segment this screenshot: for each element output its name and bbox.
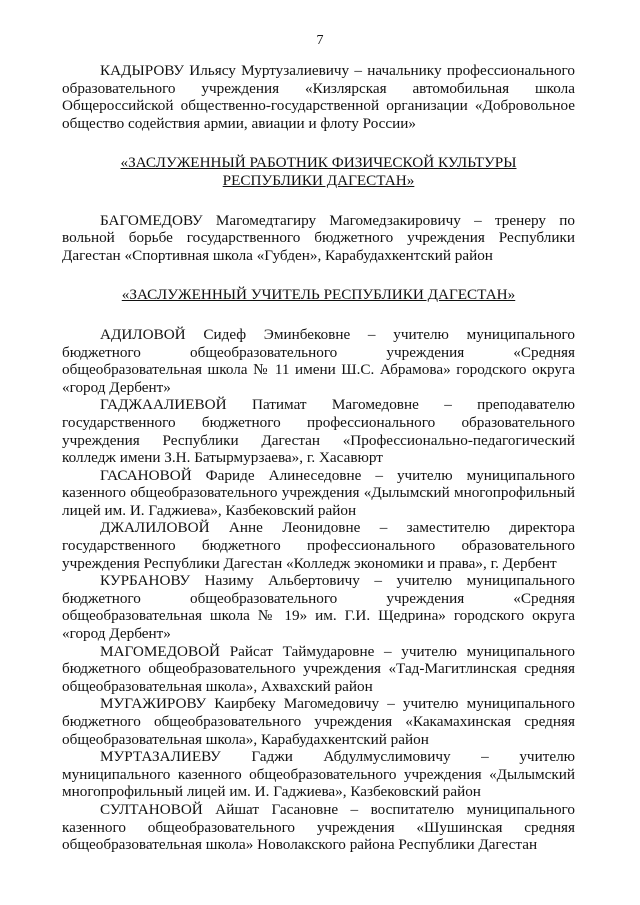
page-number: 7	[316, 33, 324, 48]
section-heading-line: РЕСПУБЛИКИ ДАГЕСТАН»	[222, 171, 415, 189]
award-entry: ГАДЖААЛИЕВОЙ Патимат Магомедовне – преподавателю государственного бюджетного профессионального образовательного учреждения Республики Дагестан «Профессионально-педагогический колледж имени З.Н. Батырмурзаева», г. Хасавюрт	[62, 396, 575, 467]
section-heading	[62, 154, 575, 189]
award-entry: КУРБАНОВУ Назиму Альбертовичу – учителю муниципального бюджетного общеобразовательного учреждения «Средняя общеобразовательная школа № 19» им. Г.И. Щедрина» городского округа «город Дербент»	[62, 572, 575, 643]
document-body	[62, 62, 575, 854]
section-heading	[62, 286, 575, 304]
award-entry: ГАСАНОВОЙ Фариде Алинеседовне – учителю муниципального казенного общеобразовательного учреждения «Дылымский многопрофильный лицей им. И. Гаджиева», Казбековский район	[62, 466, 575, 519]
section-heading-line: «ЗАСЛУЖЕННЫЙ РАБОТНИК ФИЗИЧЕСКОЙ КУЛЬТУРЫ	[120, 154, 517, 172]
award-entry: МУРТАЗАЛИЕВУ Гаджи Абдулмуслимовичу – учителю муниципального казенного общеобразовательного учреждения «Дылымский многопрофильный лицей им. И. Гаджиева», Казбековский район	[62, 748, 575, 801]
award-entry: КАДЫРОВУ Ильясу Муртузалиевичу – начальнику профессионального образовательного учреждения «Кизлярская автомобильная школа Общероссийской общественно-государственной организации «Добровольное общество содействия армии, авиации и флоту России»	[62, 62, 575, 132]
award-entry: ДЖАЛИЛОВОЙ Анне Леонидовне – заместителю директора государственного бюджетного профессионального образовательного учреждения Республики Дагестан «Колледж экономики и права», г. Дербент	[62, 519, 575, 572]
award-entry: СУЛТАНОВОЙ Айшат Гасановне – воспитателю муниципального казенного общеобразовательного учреждения «Шушинская средняя общеобразовательная школа» Новолакского района Республики Дагестан	[62, 800, 575, 854]
award-entry: БАГОМЕДОВУ Магомедтагиру Магомедзакировичу – тренеру по вольной борьбе государственного бюджетного учреждения Республики Дагестан «Спортивная школа «Губден», Карабудахкентский район	[62, 211, 575, 264]
award-entry: АДИЛОВОЙ Сидеф Эминбековне – учителю муниципального бюджетного общеобразовательного учреждения «Средняя общеобразовательная школа № 11 имени Ш.С. Абрамова» городского округа «город Дербент»	[62, 325, 575, 396]
award-entry: МАГОМЕДОВОЙ Райсат Таймударовне – учителю муниципального бюджетного общеобразовательного учреждения «Тад-Магитлинская средняя общеобразовательная школа», Ахвахский район	[62, 642, 575, 695]
section-heading-line: «ЗАСЛУЖЕННЫЙ УЧИТЕЛЬ РЕСПУБЛИКИ ДАГЕСТАН»	[121, 286, 516, 304]
award-entry: МУГАЖИРОВУ Каирбеку Магомедовичу – учителю муниципального бюджетного общеобразовательного учреждения «Какамахинская средняя общеобразовательная школа», Карабудахкентский район	[62, 695, 575, 748]
